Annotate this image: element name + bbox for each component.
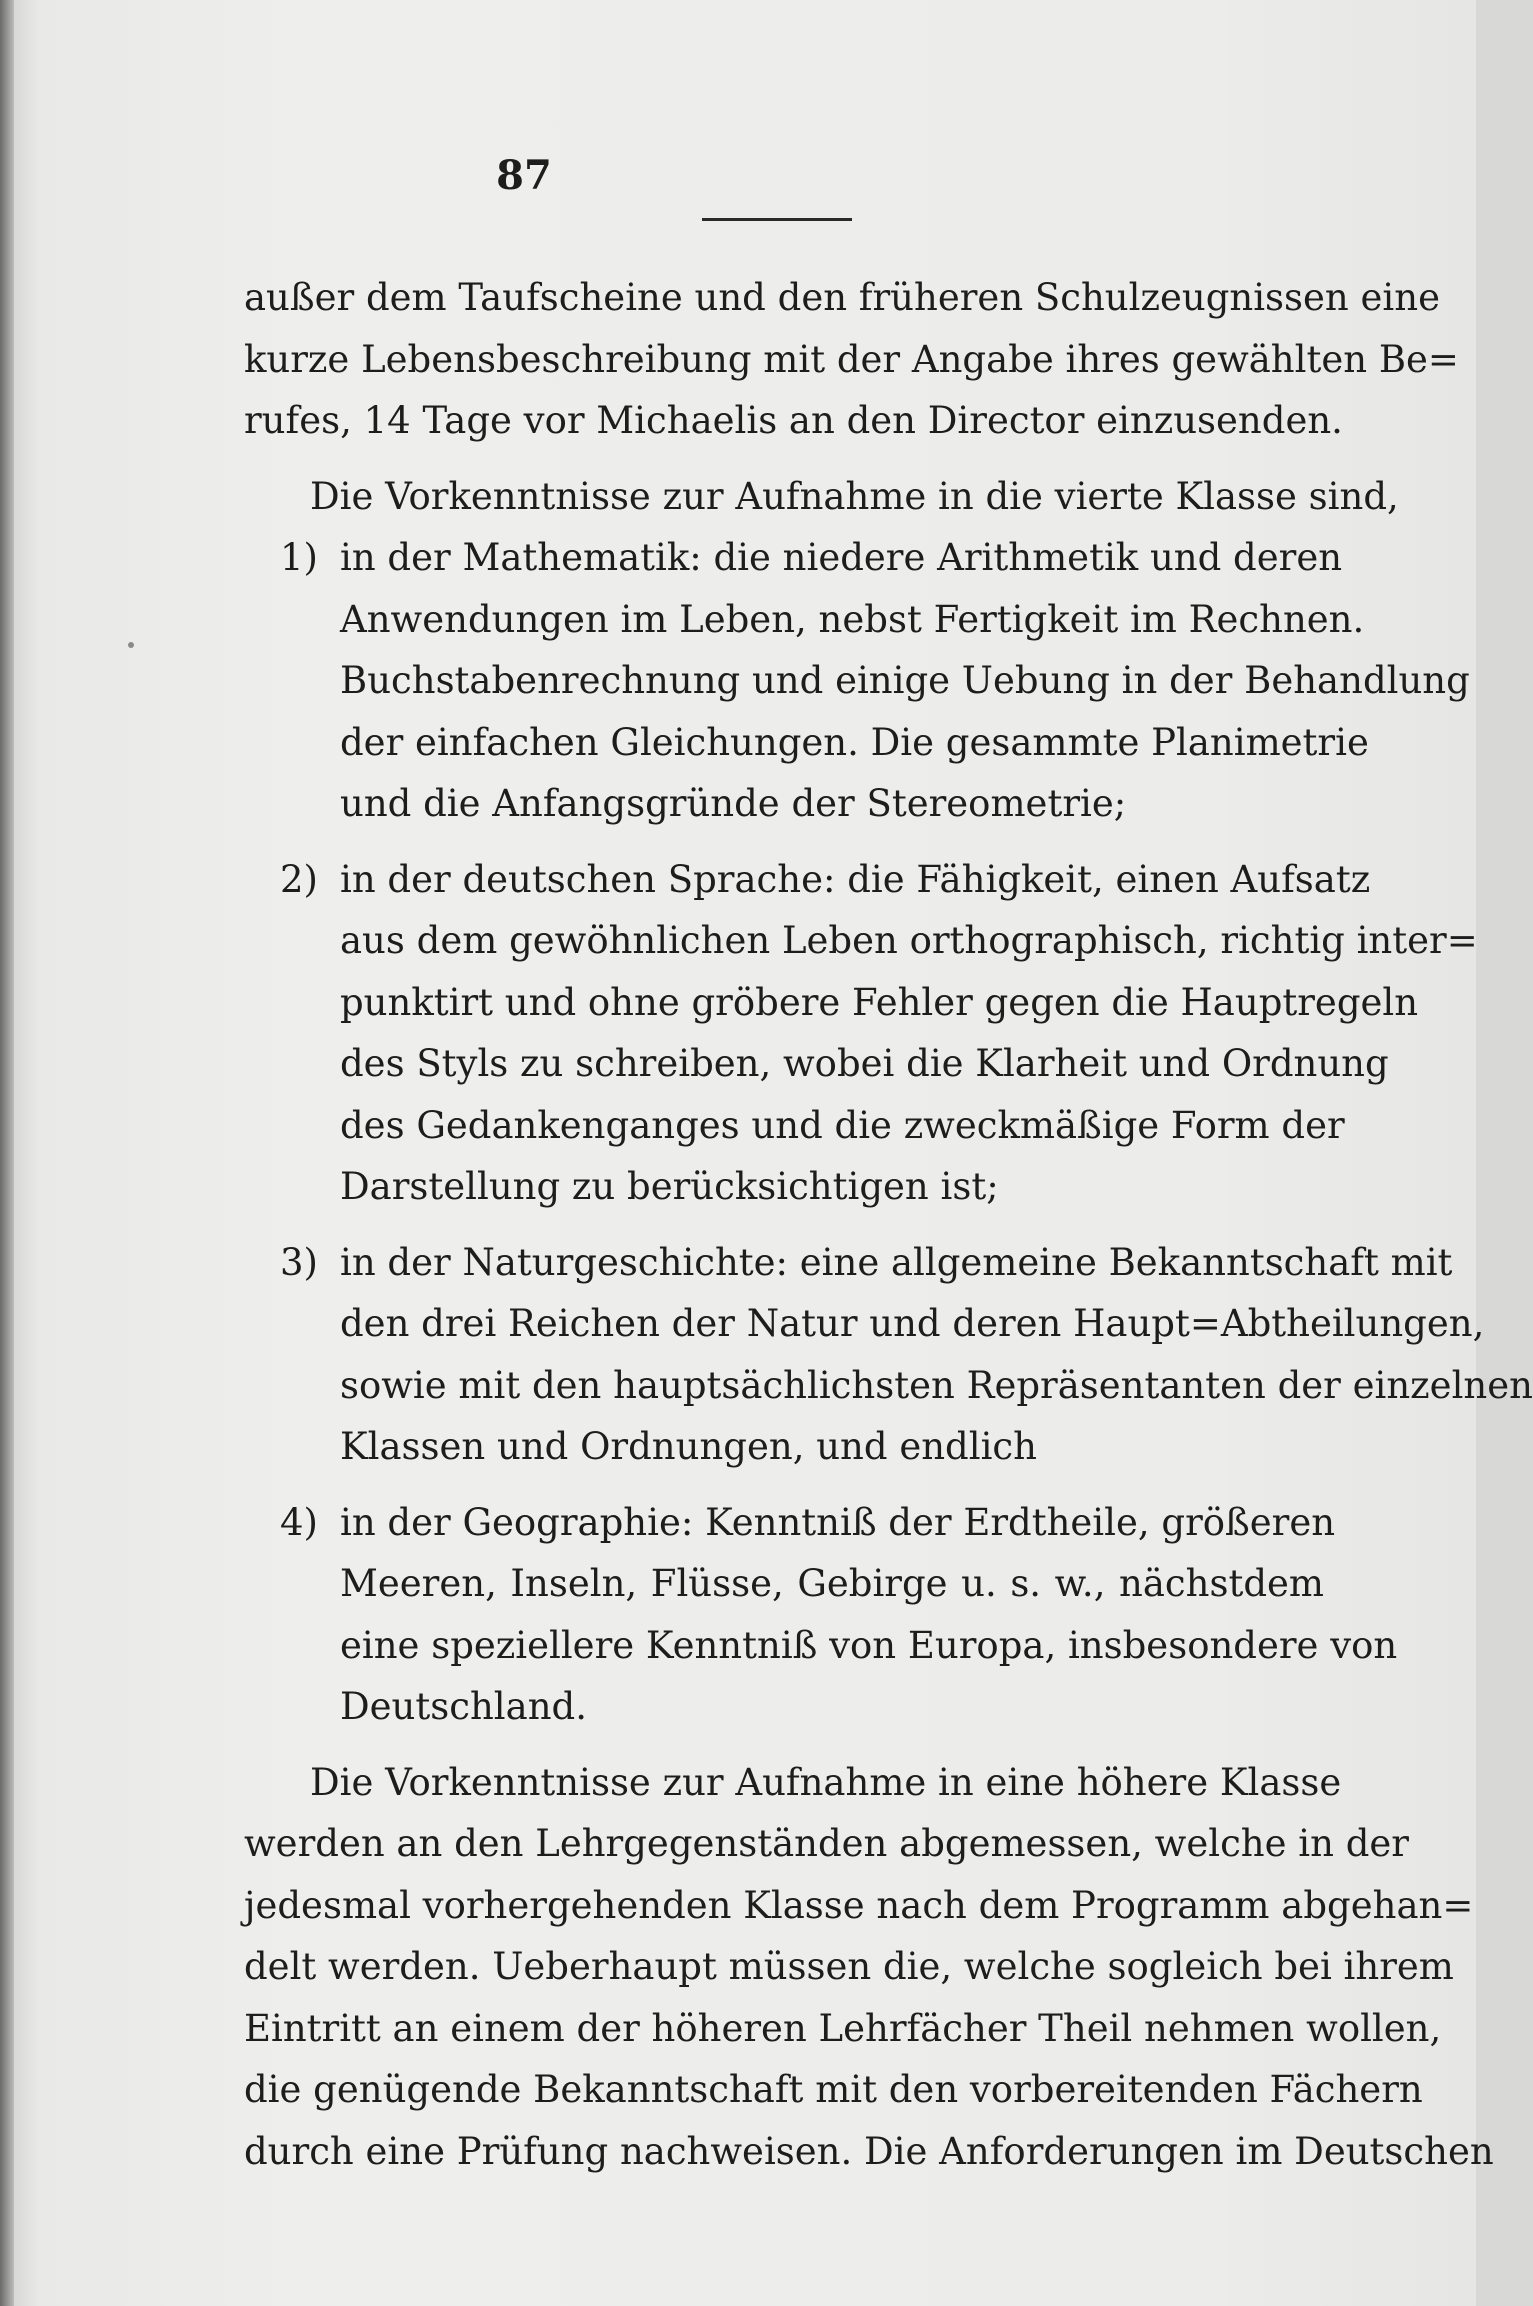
text-line: rufes, 14 Tage vor Michaelis an den Director einzusenden. <box>244 399 1343 442</box>
text-line <box>244 849 1371 911</box>
paper-speck <box>128 642 134 648</box>
paragraph-gap <box>244 1218 1324 1232</box>
text-line: kurze Lebensbeschreibung mit der Angabe ihres gewählten Be= <box>244 337 1459 381</box>
text-line: die genügende Bekanntschaft mit den vorbereitenden Fächern <box>244 2068 1423 2111</box>
text-line: Darstellung zu berücksichtigen ist; <box>340 1165 999 1208</box>
text-line: außer dem Taufscheine und den früheren Schulzeugnissen eine <box>244 276 1440 319</box>
text-line: des Gedankenganges und die zweckmäßige Form der <box>340 1103 1345 1147</box>
text-line: Deutschland. <box>340 1685 587 1728</box>
text-line: Anwendungen im Leben, nebst Fertigkeit im Rechnen. <box>340 597 1365 641</box>
text-line: Buchstabenrechnung und einige Uebung in der Behandlung <box>340 659 1470 702</box>
text-line: und die Anfangsgründe der Stereometrie; <box>340 782 1127 825</box>
paragraph-gap <box>244 1738 1324 1752</box>
text-line <box>244 1492 1336 1554</box>
text-line <box>244 1232 1453 1294</box>
text-line: des Styls zu schreiben, wobei die Klarheit und Ordnung <box>340 1042 1389 1085</box>
item-number: 2) <box>280 857 318 901</box>
text-line: Die Vorkenntnisse zur Aufnahme in eine höhere Klasse <box>310 1760 1342 1804</box>
item-text: in der Mathematik: die niedere Arithmetik und deren <box>340 536 1343 579</box>
page-number-rule <box>702 218 852 221</box>
vorkenntnisse-lead: Die Vorkenntnisse zur Aufnahme in die vierte Klasse sind, <box>310 474 1399 518</box>
text-line: sowie mit den hauptsächlichsten Repräsentanten der einzelnen <box>340 1363 1533 1407</box>
list-item-naturgeschichte <box>244 1232 1533 1478</box>
page-number: 87 <box>496 152 552 199</box>
binding-edge <box>0 0 14 2306</box>
text-line: werden an den Lehrgegenständen abgemessen, welche in der <box>244 1822 1409 1865</box>
text-line: jedesmal vorhergehenden Klasse nach dem Programm abgehan= <box>244 1883 1474 1927</box>
item-number: 4) <box>280 1500 318 1544</box>
list-item-mathematik <box>244 527 1470 835</box>
paragraph-gap <box>244 835 1324 849</box>
intro-paragraph <box>244 267 1459 452</box>
item-number: 3) <box>280 1240 318 1284</box>
text-line: aus dem gewöhnlichen Leben orthographisch, richtig inter= <box>340 919 1478 962</box>
page-text <box>244 150 1533 2182</box>
list-item-geographie <box>244 1492 1398 1738</box>
list-item-deutsche-sprache <box>244 849 1478 1218</box>
item-text: in der Naturgeschichte: eine allgemeine Bekanntschaft mit <box>340 1240 1453 1284</box>
text-line: den drei Reichen der Natur und deren Haupt=Abtheilungen, <box>340 1302 1485 1345</box>
item-text: in der deutschen Sprache: die Fähigkeit, einen Aufsatz <box>340 857 1371 901</box>
text-line: Meeren, Inseln, Flüsse, Gebirge u. s. w., nächstdem <box>340 1562 1324 1605</box>
paragraph-gap <box>244 1478 1324 1492</box>
text-line <box>244 527 1343 589</box>
paragraph-gap <box>244 452 1324 466</box>
item-number: 1) <box>280 536 318 579</box>
text-line: eine speziellere Kenntniß von Europa, insbesondere von <box>340 1623 1398 1667</box>
text-line: Klassen und Ordnungen, und endlich <box>340 1425 1037 1468</box>
text-line: punktirt und ohne gröbere Fehler gegen die Hauptregeln <box>340 980 1419 1024</box>
text-line: der einfachen Gleichungen. Die gesammte Planimetrie <box>340 720 1369 764</box>
text-line: Eintritt an einem der höheren Lehrfächer Theil nehmen wollen, <box>244 2006 1442 2050</box>
text-line: durch eine Prüfung nachweisen. Die Anforderungen im Deutschen <box>244 2129 1494 2173</box>
closing-paragraph <box>244 1752 1494 2183</box>
item-text: in der Geographie: Kenntniß der Erdtheile, größeren <box>340 1500 1336 1544</box>
text-line: delt werden. Ueberhaupt müssen die, welche sogleich bei ihrem <box>244 1945 1454 1988</box>
